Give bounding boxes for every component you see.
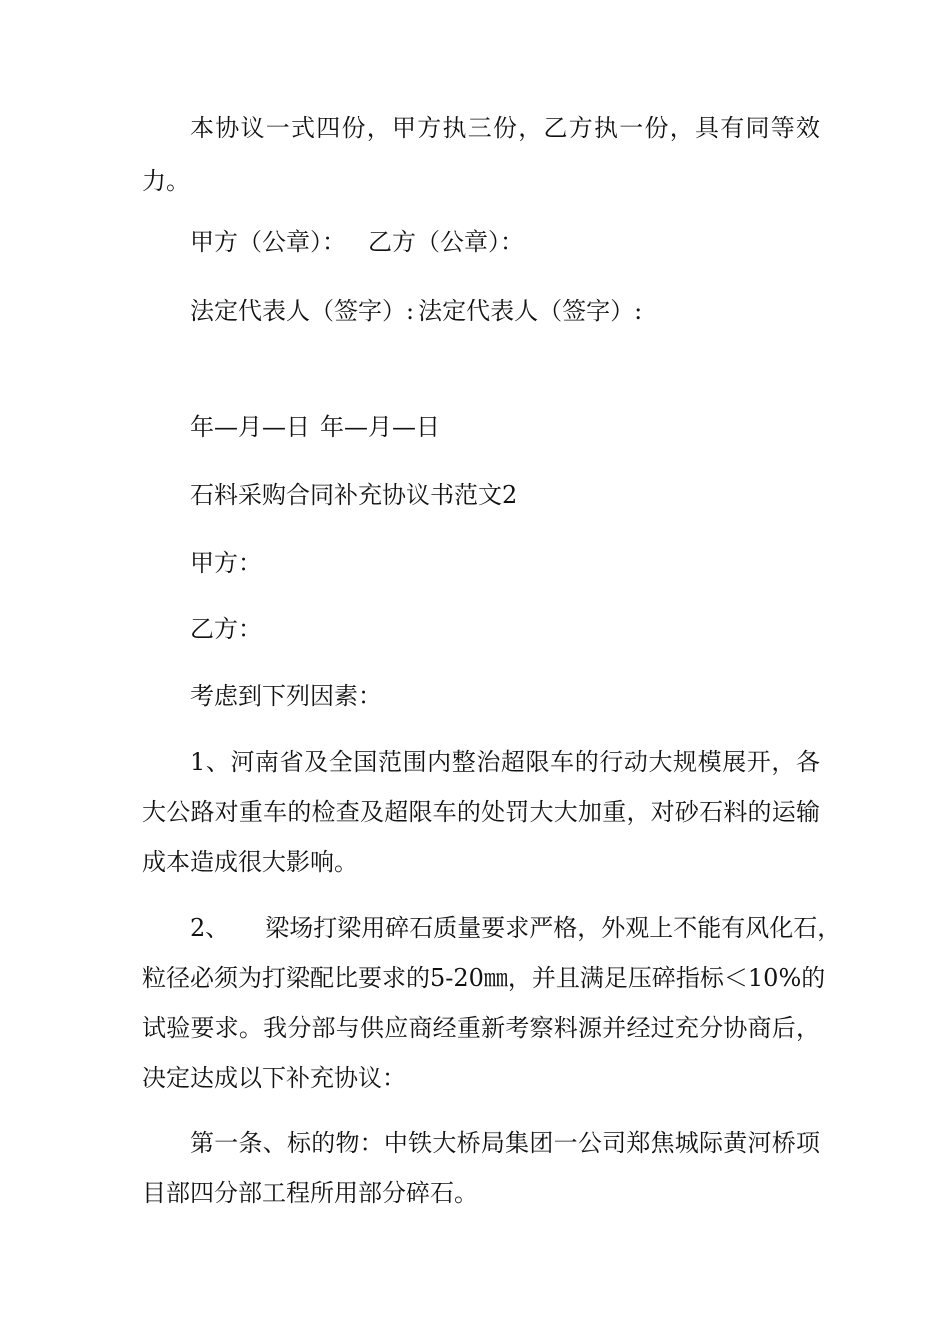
seal-line [190,226,524,258]
considerations-heading: 考虑到下列因素： [190,682,382,710]
item2-number: 2、 [190,914,230,942]
item1-line-1: 1、河南省及全国范围内整治超限车的行动大规模展开，各 [190,748,820,776]
party-b-label: 乙方： [190,615,262,643]
party-b-seal-label: 乙方（公章）： [368,228,524,256]
date-line [190,411,440,443]
item2-line-1-text: 梁场打梁用碎石质量要求严格，外观上不能有风化石， [265,914,842,942]
article1-line-1: 第一条、标的物：中铁大桥局集团一公司郑焦城际黄河桥项 [190,1129,820,1157]
item1-line-2: 大公路对重车的检查及超限车的处罚大大加重，对砂石料的运输 [142,798,820,826]
party-b-signature-label: 法定代表人（签字）: [418,297,643,325]
article1-line-2: 目部四分部工程所用部分碎石。 [142,1179,478,1207]
paragraph-copies-line-2: 力。 [142,167,190,195]
party-a-label: 甲方： [190,549,262,577]
party-a-signature-label: 法定代表人（签字）: [190,297,415,325]
signature-line [190,295,642,327]
party-a-seal-label: 甲方（公章）： [190,228,346,256]
item2-line-3: 试验要求。我分部与供应商经重新考察料源并经过充分协商后， [142,1014,820,1042]
party-b-date: 年—月—日 [320,413,440,441]
item1-line-3: 成本造成很大影响。 [142,848,358,876]
paragraph-copies-line-1: 本协议一式四份，甲方执三份，乙方执一份，具有同等效 [190,114,820,142]
item2-line-4: 决定达成以下补充协议： [142,1064,406,1092]
section-title: 石料采购合同补充协议书范文2 [190,481,518,509]
item2-line-1 [190,912,842,944]
item2-line-2: 粒径必须为打梁配比要求的5-20㎜，并且满足压碎指标＜10%的 [142,964,826,992]
party-a-date: 年—月—日 [190,413,310,441]
